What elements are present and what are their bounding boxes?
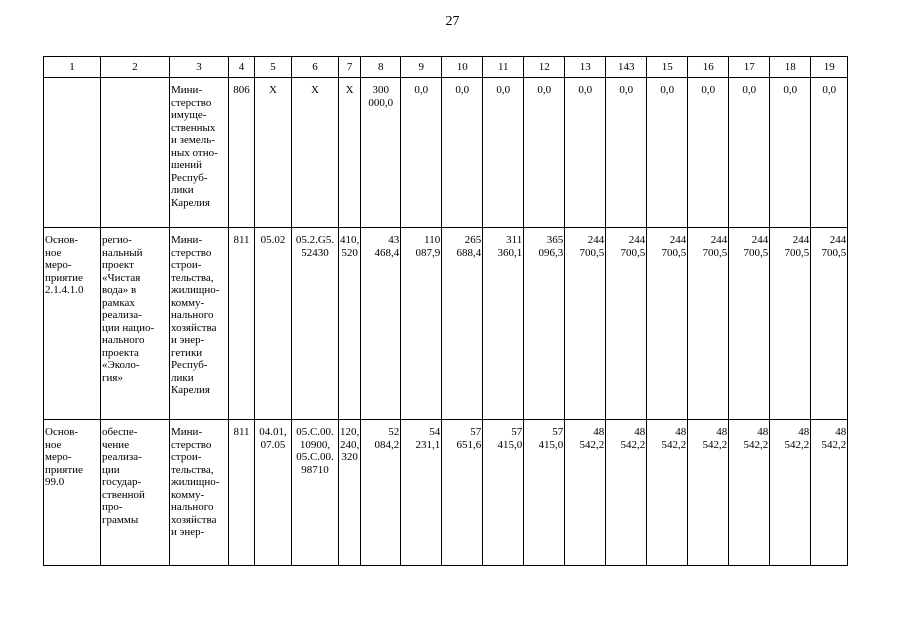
executor-cell: Мини- стерство строи- тельства, жилищно- комму- нального хозяйства и энер- (170, 420, 229, 566)
budget-table (43, 56, 848, 566)
column-header: 18 (770, 57, 811, 78)
column-header: 7 (339, 57, 361, 78)
grbs-code-cell: 806 (229, 78, 255, 228)
funding-value-cell: 48 542,2 (811, 420, 848, 566)
column-number-row (44, 57, 848, 78)
column-header: 5 (255, 57, 292, 78)
grbs-code-cell: 811 (229, 420, 255, 566)
funding-value-cell: 57 415,0 (524, 420, 565, 566)
column-header: 8 (361, 57, 401, 78)
funding-value-cell: 0,0 (483, 78, 524, 228)
event-name-cell: регио- нальный проект «Чистая вода» в рамках реализа- ции нацио- нального проекта «Эколо- гия» (101, 228, 170, 420)
funding-value-cell: 0,0 (606, 78, 647, 228)
funding-value-cell: 0,0 (524, 78, 565, 228)
expense-type-cell: 120, 240, 320 (339, 420, 361, 566)
event-code-cell (44, 78, 101, 228)
table-row (44, 420, 848, 566)
funding-value-cell: 0,0 (442, 78, 483, 228)
funding-value-cell: 0,0 (729, 78, 770, 228)
table-row (44, 78, 848, 228)
column-header: 12 (524, 57, 565, 78)
event-name-cell: обеспе- чение реализа- ции государ- ственной про- граммы (101, 420, 170, 566)
executor-cell: Мини- стерство имуще- ственных и земель- ных отно- шений Респуб- лики Карелия (170, 78, 229, 228)
funding-value-cell: 0,0 (688, 78, 729, 228)
funding-value-cell: 244 700,5 (647, 228, 688, 420)
target-article-cell: 05.2.G5. 52430 (292, 228, 339, 420)
funding-value-cell: 0,0 (647, 78, 688, 228)
event-name-cell (101, 78, 170, 228)
funding-value-cell: 57 651,6 (442, 420, 483, 566)
grbs-code-cell: 811 (229, 228, 255, 420)
expense-type-cell: Х (339, 78, 361, 228)
funding-value-cell: 48 542,2 (729, 420, 770, 566)
funding-value-cell: 48 542,2 (606, 420, 647, 566)
funding-value-cell: 300 000,0 (361, 78, 401, 228)
funding-value-cell: 0,0 (770, 78, 811, 228)
column-header: 143 (606, 57, 647, 78)
funding-value-cell: 48 542,2 (647, 420, 688, 566)
funding-value-cell: 244 700,5 (811, 228, 848, 420)
column-header: 6 (292, 57, 339, 78)
column-header: 10 (442, 57, 483, 78)
funding-value-cell: 57 415,0 (483, 420, 524, 566)
funding-value-cell: 365 096,3 (524, 228, 565, 420)
funding-value-cell: 311 360,1 (483, 228, 524, 420)
target-article-cell: 05.С.00. 10900, 05.С.00. 98710 (292, 420, 339, 566)
column-header: 15 (647, 57, 688, 78)
funding-value-cell: 244 700,5 (729, 228, 770, 420)
section-code-cell: Х (255, 78, 292, 228)
column-header: 19 (811, 57, 848, 78)
column-header: 16 (688, 57, 729, 78)
section-code-cell: 04.01, 07.05 (255, 420, 292, 566)
funding-value-cell: 43 468,4 (361, 228, 401, 420)
funding-value-cell: 244 700,5 (770, 228, 811, 420)
funding-value-cell: 244 700,5 (565, 228, 606, 420)
table-row (44, 228, 848, 420)
funding-value-cell: 244 700,5 (606, 228, 647, 420)
executor-cell: Мини- стерство строи- тельства, жилищно- комму- нального хозяйства и энер- гетики Респуб- лики Карелия (170, 228, 229, 420)
funding-value-cell: 0,0 (565, 78, 606, 228)
event-code-cell: Основ- ное меро- приятие 2.1.4.1.0 (44, 228, 101, 420)
column-header: 9 (401, 57, 442, 78)
funding-value-cell: 110 087,9 (401, 228, 442, 420)
column-header: 11 (483, 57, 524, 78)
event-code-cell: Основ- ное меро- приятие 99.0 (44, 420, 101, 566)
funding-value-cell: 54 231,1 (401, 420, 442, 566)
funding-value-cell: 48 542,2 (770, 420, 811, 566)
funding-value-cell: 48 542,2 (688, 420, 729, 566)
funding-value-cell: 52 084,2 (361, 420, 401, 566)
column-header: 13 (565, 57, 606, 78)
funding-value-cell: 244 700,5 (688, 228, 729, 420)
column-header: 1 (44, 57, 101, 78)
column-header: 3 (170, 57, 229, 78)
page-number: 27 (445, 14, 460, 29)
funding-value-cell: 0,0 (401, 78, 442, 228)
funding-value-cell: 48 542,2 (565, 420, 606, 566)
funding-value-cell: 265 688,4 (442, 228, 483, 420)
column-header: 2 (101, 57, 170, 78)
target-article-cell: Х (292, 78, 339, 228)
column-header: 17 (729, 57, 770, 78)
column-header: 4 (229, 57, 255, 78)
expense-type-cell: 410, 520 (339, 228, 361, 420)
section-code-cell: 05.02 (255, 228, 292, 420)
funding-value-cell: 0,0 (811, 78, 848, 228)
